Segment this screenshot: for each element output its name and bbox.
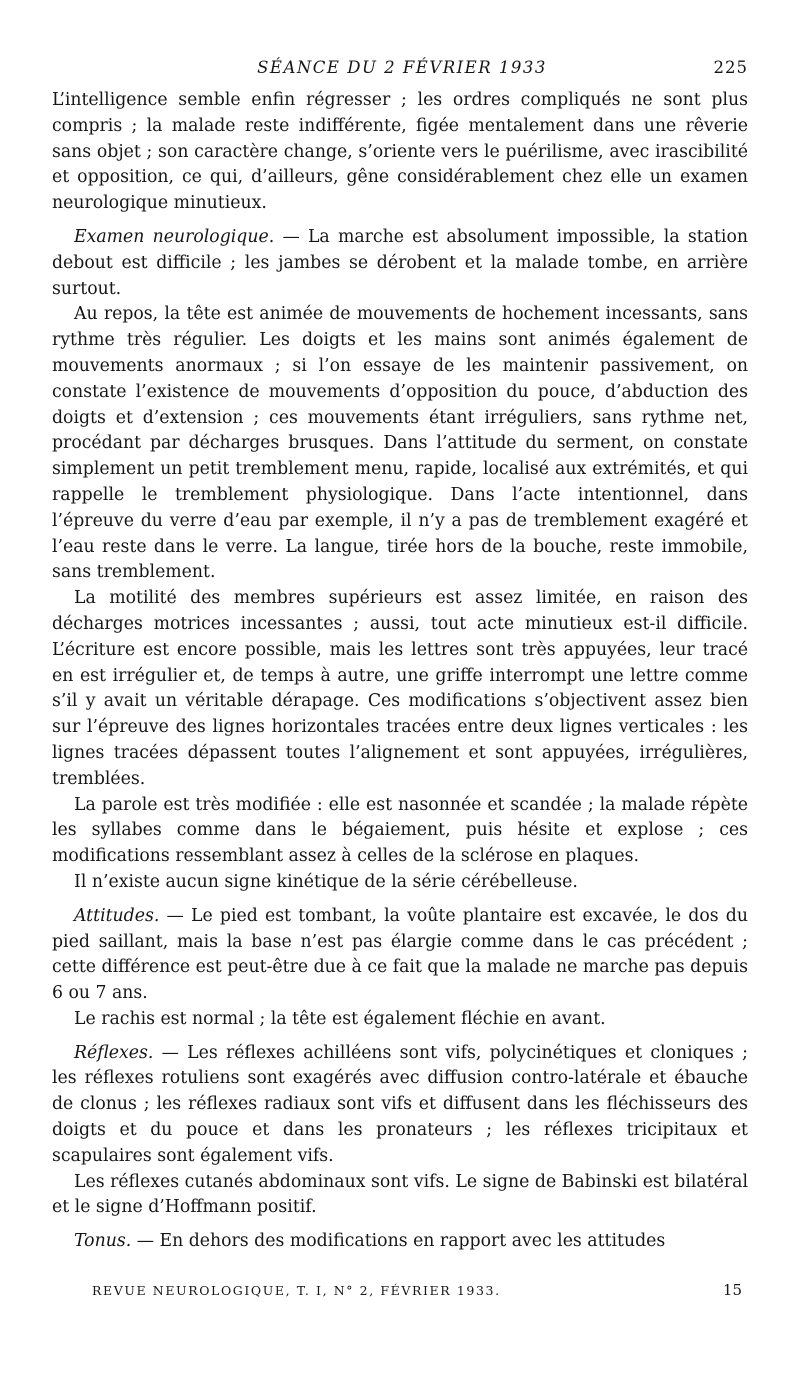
paragraph-examen-neurologique — [52, 225, 748, 302]
paragraph-motilite — [52, 586, 748, 792]
paragraph-text: — Les réflexes achilléens sont vifs, polycinétiques et cloniques ; les réflexes rotuliens sont exagérés avec diffusion contro-latérale et ébauche de clonus ; les réflexes radiaux sont vifs et diffusent dans les fléchisseurs des doigts et du pouce et dans les pronateurs ; les réflexes tricipitaux et scapulaires sont également vifs. — [52, 1042, 748, 1166]
paragraph-text: Il n’existe aucun signe kinétique de la série cérébelleuse. — [74, 871, 578, 892]
paragraph-text: — En dehors des modifications en rapport avec les attitudes — [131, 1231, 666, 1252]
paragraph-text: — La marche est absolument impossible, la station debout est difficile ; les jambes se dérobent et la malade tombe, en arrière surtout. — [52, 226, 748, 299]
section-heading-examen: Examen neurologique. — [74, 226, 275, 247]
paragraph-text: Le rachis est normal ; la tête est également fléchie en avant. — [74, 1008, 606, 1029]
paragraph-text: L’intelligence semble enfin régresser ; les ordres compliqués ne sont plus compris ; la malade reste indifférente, figée mentalement dans une rêverie sans objet ; son caractère change, s’oriente vers le puérilisme, avec irascibilité et opposition, ce qui, d’ailleurs, gêne considérablement chez elle un examen neurologique minutieux. — [52, 90, 748, 214]
paragraph-signe-kinetique — [52, 870, 748, 896]
section-heading-reflexes: Réflexes. — [74, 1042, 154, 1063]
paragraph-text: Au repos, la tête est animée de mouvements de hochement incessants, sans rythme très régulier. Les doigts et les mains sont animés également de mouvements anormaux ; si l’on essaye de les maintenir passivement, on constate l’existence de mouvements d’opposition du pouce, d’abduction des doigts et d’extension ; ces mouvements étant irréguliers, sans rythme net, procédant par décharges brusques. Dans l’attitude du serment, on constate simplement un petit tremblement menu, rapide, localisé aux extrémités, et qui rappelle le tremblement physiologique. Dans l’acte intentionnel, dans l’épreuve du verre d’eau par exemple, il n’y a pas de tremblement exagéré et l’eau reste dans le verre. La langue, tirée hors de la bouche, reste immobile, sans tremblement. — [52, 304, 748, 583]
paragraph-attitudes — [52, 904, 748, 1007]
journal-reference: REVUE NEUROLOGIQUE, T. I, N° 2, FÉVRIER 1933. — [92, 1283, 501, 1298]
paragraph-text: La motilité des membres supérieurs est assez limitée, en raison des décharges motrices incessantes ; aussi, tout acte minutieux est-il difficile. L’écriture est encore possible, mais les lettres sont très appuyées, leur tracé en est irrégulier et, de temps à autre, une griffe interrompt une lettre comme s’il y avait un véritable dérapage. Ces modifications s’objectivent assez bien sur l’épreuve des lignes horizontales tracées entre deux lignes verticales : les lignes tracées dépassent toutes l’alignement et sont appuyées, irrégulières, tremblées. — [52, 588, 748, 789]
paragraph-rachis — [52, 1007, 748, 1033]
paragraph-text: Les réflexes cutanés abdominaux sont vifs. Le signe de Babinski est bilatéral et le signe d’Hoffmann positif. — [52, 1171, 748, 1218]
page-footer — [92, 1281, 742, 1303]
section-heading-tonus: Tonus. — [74, 1231, 132, 1252]
paragraph-intelligence — [52, 88, 748, 217]
paragraph-reflexes — [52, 1041, 748, 1170]
signature-mark: 15 — [722, 1281, 742, 1299]
section-heading-attitudes: Attitudes. — [74, 905, 160, 926]
paragraph-repos — [52, 302, 748, 586]
running-title: SÉANCE DU 2 FÉVRIER 1933 — [257, 58, 547, 77]
body-text — [52, 88, 748, 1255]
paragraph-text: — Le pied est tombant, la voûte plantaire est excavée, le dos du pied saillant, mais la base n’est pas élargie comme dans le cas précédent ; cette différence est peut-être due à ce fait que la malade ne marche pas depuis 6 ou 7 ans. — [52, 905, 748, 1004]
paragraph-text: La parole est très modifiée : elle est nasonnée et scandée ; la malade répète les syllabes comme dans le bégaiement, puis hésite et explose ; ces modifications ressemblant assez à celles de la sclérose en plaques. — [52, 794, 748, 867]
paragraph-tonus — [52, 1229, 748, 1255]
page-number: 225 — [713, 58, 748, 77]
paragraph-parole — [52, 793, 748, 870]
running-header — [56, 58, 748, 82]
paragraph-reflexes-cutanes — [52, 1170, 748, 1222]
